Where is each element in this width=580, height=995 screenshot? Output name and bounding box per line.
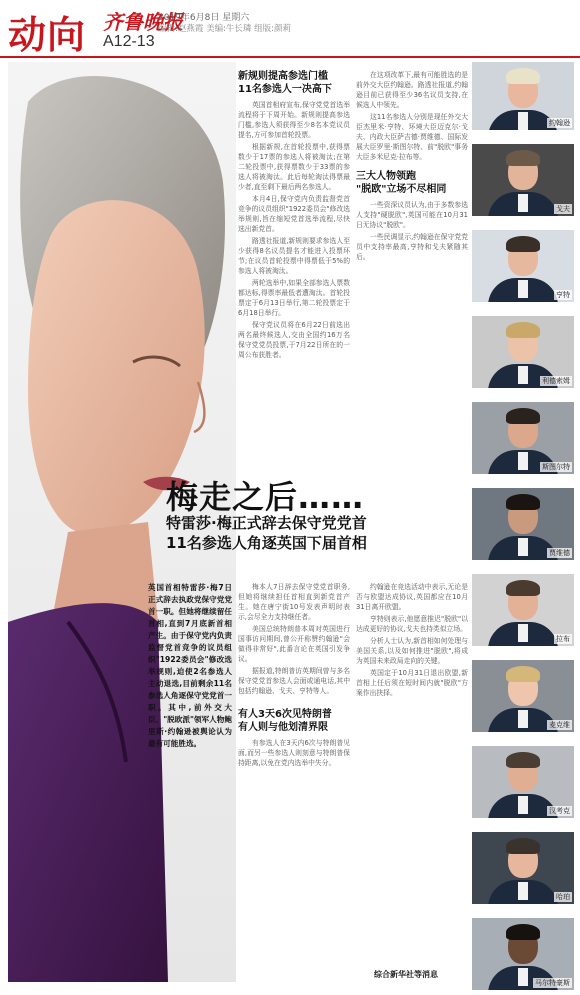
subheadline-1: 特雷莎·梅正式辞去保守党党首 (166, 514, 367, 532)
candidate-name: 贾维德 (549, 549, 570, 557)
paragraph: 在这项改革下,最有可能胜选的是前外交大臣约翰逊。路透社报道,约翰逊目前已获得至少36名议员支持,在候选人中领先。 (356, 71, 468, 109)
paragraph: 英国首相府宣布,保守党党首选举流程将于下周开始。新规则提高参选门槛,参选人须获得至少8名本党议员提名,方可参加首轮投票。 (238, 101, 350, 139)
candidate-portrait (472, 574, 574, 646)
page-header (0, 0, 580, 58)
candidate-portrait (472, 230, 574, 302)
candidate-portrait (472, 832, 574, 904)
subheadline-2: 11名参选人角逐英国下届首相 (166, 534, 367, 552)
candidate-portrait (472, 746, 574, 818)
candidate-name: 马尔特豪斯 (535, 979, 570, 987)
paragraph: 亨特则表示,他愿意推迟"脱欧"以达成更好的协议,戈夫也持类似立场。 (356, 615, 468, 633)
paragraph: 据报道,特朗普访英期间曾与多名保守党党首参选人会面或通电话,其中包括约翰逊、戈夫、亨特等人。 (238, 667, 350, 695)
section-title: 动向 (8, 13, 87, 57)
candidate-name: 哈珀 (556, 893, 570, 901)
candidate-portrait (472, 488, 574, 560)
date-line: 2019年6月8日 星期六 (158, 13, 250, 23)
article-column-3 (238, 582, 350, 770)
candidate-portrait (472, 918, 574, 990)
paragraph: 梅本人7日辞去保守党党首职务,但她将继续担任首相直到新党首产生。她在唐宁街10号发表声明时表示,会尽全力支持继任者。 (238, 583, 350, 621)
paragraph: 根据新规,在首轮投票中,获得票数少于17票的参选人将被淘汰;在第二轮投票中,获得票数少于33票的参选人将被淘汰。此后每轮淘汰得票最少者,直至剩下最后两名参选人。 (238, 143, 350, 191)
section1-title-b: 11名参选人一决高下 (238, 84, 332, 95)
candidate-portrait (472, 62, 574, 130)
paragraph: 本月4日,保守党内负责监督党首竞争的议员组织"1922委员会"修改选举规则,旨在缩短党首选举流程,尽快选出新党首。 (238, 195, 350, 233)
paragraph: 两轮选举中,如果全部参选人票数都达标,得票率最低者遭淘汰。首轮投票定于6月13日举行,第二轮投票定于6月18日举行。 (238, 279, 350, 317)
candidate-name: 戈夫 (556, 205, 570, 213)
article-column-1 (238, 70, 350, 362)
candidate-portrait (472, 660, 574, 732)
paragraph: 分析人士认为,新首相如何处理与美国关系,以及如何推进"脱欧",将成为英国未来政局走向的关键。 (356, 637, 468, 665)
paragraph: 路透社报道,新规则要求参选人至少获得8名议员提名才能进入投票环节;在议员首轮投票中得票低于5%的参选人将被淘汰。 (238, 237, 350, 275)
candidate-portraits (472, 62, 574, 995)
paragraph: 有参选人在3天内6次与特朗普见面,而另一些参选人则刻意与特朗普保持距离,以免在党内选举中失分。 (238, 739, 350, 767)
paragraph: 约翰逊在竞选活动中表示,无论是否与欧盟达成协议,英国都应在10月31日离开欧盟。 (356, 583, 468, 611)
candidate-name: 麦克维 (549, 721, 570, 729)
candidate-portrait (472, 144, 574, 216)
candidate-portrait (472, 402, 574, 474)
section2-title-b: "脱欧"立场不尽相同 (356, 184, 447, 195)
candidate-portrait (472, 316, 574, 388)
section3-title-b: 有人则与他划清界限 (238, 722, 328, 733)
paragraph: 保守党议员将在6月22日前选出两名最终候选人,交由全国约16万名保守党党员投票,于7月22日所在的一周公布获胜者。 (238, 321, 350, 359)
staff-line: 编辑:赵燕霞 美编:牛长璘 组版:颜莉 (158, 24, 291, 34)
main-headline: 梅走之后…… (166, 478, 365, 516)
article-column-2 (356, 70, 468, 264)
section1-title-a: 新规则提高参选门槛 (238, 71, 328, 82)
candidate-name: 利德索姆 (542, 377, 570, 385)
paragraph: 这11名参选人分别是现任外交大臣杰里米·亨特、环境大臣迈克尔·戈夫、内政大臣萨吉德·贾维德、国际发展大臣罗里·斯图尔特、前"脱欧"事务大臣多米尼克·拉布等。 (356, 113, 468, 161)
candidate-name: 亨特 (556, 291, 570, 299)
source-note: 综合新华社等消息 (374, 970, 438, 979)
candidate-name: 拉布 (556, 635, 570, 643)
page-code: A12-13 (103, 33, 155, 50)
section2-title-a: 三大人物领跑 (356, 171, 416, 182)
paragraph: 美国总统特朗普本周对英国进行国事访问期间,曾公开称赞约翰逊"会做得非常好",此番言论在英国引发争议。 (238, 625, 350, 663)
paragraph: 一些民调显示,约翰逊在保守党党员中支持率最高,亨特和戈夫紧随其后。 (356, 233, 468, 261)
candidate-name: 汉考克 (549, 807, 570, 815)
paragraph: 英国定于10月31日退出欧盟,新首相上任后须在短时间内就"脱欧"方案作出抉择。 (356, 669, 468, 697)
lead-paragraph: 英国首相特雷莎·梅7日正式辞去执政党保守党党首一职。但她将继续留任首相,直到7月底新首相产生。由于保守党内负责监督党首竞争的议员组织"1922委员会"修改选举规则,迫使2名参选人主动退选,目前剩余11名参选人角逐保守党党首一职。其中,前外交大臣、"脱欧派"领军人物鲍里斯·约翰逊被舆论认为最有可能胜选。 (148, 583, 232, 748)
candidate-name: 斯图尔特 (542, 463, 570, 471)
paragraph: 一些资深议员认为,由于多数参选人支持"硬脱欧",英国可能在10月31日无协议"脱欧"。 (356, 201, 468, 229)
section3-title-a: 有人3天6次见特朗普 (238, 709, 332, 720)
newspaper-brand: 齐鲁晚报 (103, 10, 183, 34)
candidate-name: 约翰逊 (549, 119, 570, 127)
article-column-4 (356, 582, 468, 700)
